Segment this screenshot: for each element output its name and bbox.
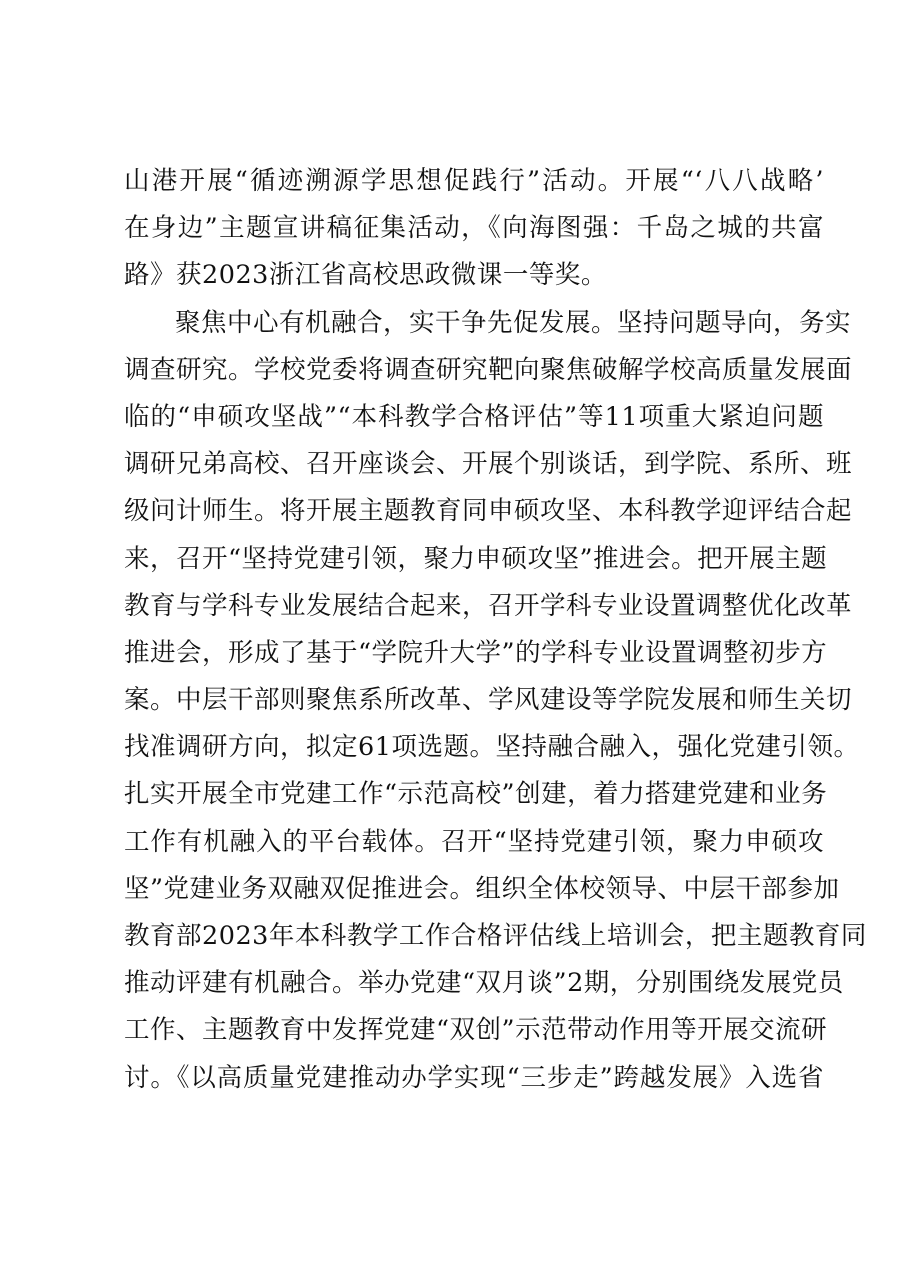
paragraph-1-line-3: 路》获2023浙江省高校思政微课一等奖。 xyxy=(124,260,607,291)
paragraph-2-line-2: 调查研究。学校党委将调查研究靶向聚焦破解学校高质量发展面 xyxy=(124,354,853,385)
paragraph-2-line-7: 教育与学科专业发展结合起来，召开学科专业设置调整优化改革 xyxy=(124,590,853,621)
paragraph-2-line-15: 推动评建有机融合。举办党建“双月谈”2期，分别围绕发展党员 xyxy=(124,968,844,999)
paragraph-2-line-11: 扎实开展全市党建工作“示范高校”创建，着力搭建党建和业务 xyxy=(124,779,828,810)
document-body xyxy=(124,158,867,1102)
paragraph-1-line-1: 山港开展“循迹溯源学思想促践行”活动。开展“‘八八战略’ xyxy=(124,166,824,196)
paragraph-2-line-9: 案。中层干部则聚焦系所改革、学风建设等学院发展和师生关切 xyxy=(124,685,853,716)
paragraph-2-line-6: 来，召开“坚持党建引领，聚力申硕攻坚”推进会。把开展主题 xyxy=(124,543,828,574)
paragraph-2-line-8: 推进会，形成了基于“学院升大学”的学科专业设置调整初步方 xyxy=(124,637,828,668)
paragraph-2-line-12: 工作有机融入的平台载体。召开“坚持党建引领，聚力申硕攻 xyxy=(124,826,824,857)
paragraph-2-line-13: 坚”党建业务双融双促推进会。组织全体校领导、中层干部参加 xyxy=(124,873,840,904)
paragraph-1-line-2: 在身边”主题宣讲稿征集活动，《向海图强：千岛之城的共富 xyxy=(124,213,824,244)
paragraph-2-line-3: 临的“申硕攻坚战”“本科教学合格评估”等11项重大紧迫问题 xyxy=(124,401,824,432)
paragraph-1 xyxy=(124,158,824,300)
paragraph-2-line-4: 调研兄弟高校、召开座谈会、开展个别谈话，到学院、系所、班 xyxy=(124,449,853,480)
paragraph-2-line-1: 聚焦中心有机融合，实干争先促发展。坚持问题导向，务实 xyxy=(175,307,852,338)
paragraph-2-line-5: 级问计师生。将开展主题教育同申硕攻坚、本科教学迎评结合起 xyxy=(124,496,853,527)
paragraph-2-line-16: 工作、主题教育中发挥党建“双创”示范带动作用等开展交流研 xyxy=(124,1015,828,1046)
paragraph-2-line-10: 找准调研方向，拟定61项选题。坚持融合融入，强化党建引领。 xyxy=(124,732,860,763)
paragraph-2-line-17: 讨。《以高质量党建推动办学实现“三步走”跨越发展》入选省 xyxy=(124,1062,824,1093)
paragraph-2 xyxy=(124,300,867,1102)
paragraph-2-line-14: 教育部2023年本科教学工作合格评估线上培训会，把主题教育同 xyxy=(124,921,867,951)
